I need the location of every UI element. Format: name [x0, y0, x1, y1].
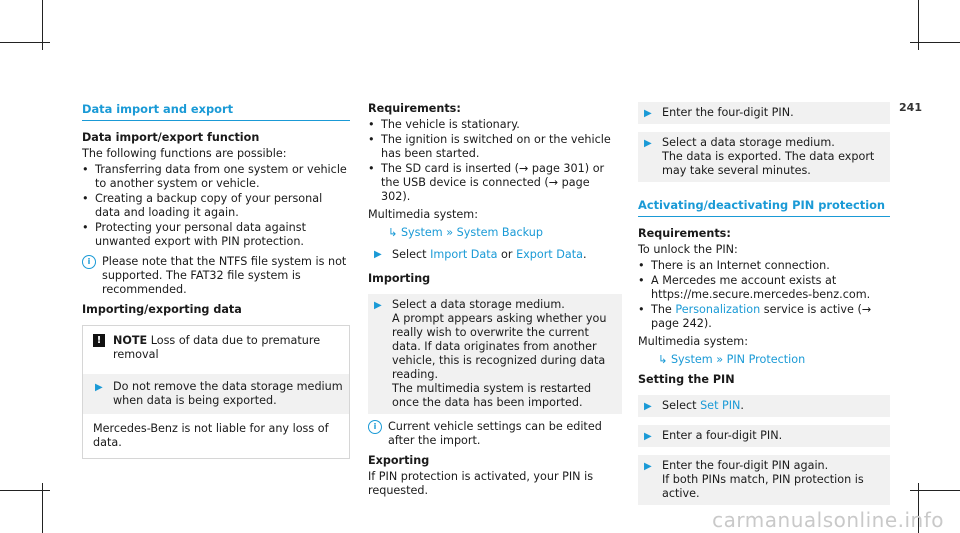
crop-mark: [0, 490, 50, 491]
note-text: Mercedes-Benz is not liable for any loss of data.: [93, 422, 329, 449]
note-step: [83, 374, 349, 414]
step-text: Enter a four-digit PIN.: [662, 429, 783, 442]
step-arrow-icon: ▶: [644, 138, 652, 149]
warning-notebox: [82, 325, 350, 459]
double-chevron-icon: »: [446, 226, 454, 239]
info-note: [368, 420, 622, 448]
list-item: • The SD card is inserted (→ page 301) or the USB device is connected (→ page 302).: [368, 162, 622, 204]
list-item: • Creating a backup copy of your personal data and loading it again.: [82, 192, 350, 220]
enter-pin-step: [638, 425, 890, 447]
text: Select: [662, 399, 697, 412]
note-label: NOTE: [113, 334, 148, 347]
enter-pin-step: [638, 102, 890, 124]
info-icon: i: [368, 420, 382, 434]
nav-path: [368, 226, 622, 240]
return-arrow-icon: ↳: [388, 226, 398, 239]
requirements-heading: Requirements:: [638, 227, 731, 240]
nav-system: System: [670, 353, 713, 366]
set-pin-link: Set PIN: [700, 399, 741, 412]
step-arrow-icon: ▶: [644, 431, 652, 442]
page-number: 241: [899, 101, 922, 114]
section-title: Data import and export: [82, 102, 350, 121]
exporting-heading: Exporting: [368, 454, 430, 467]
import-data-link: Import Data: [430, 248, 498, 261]
multimedia-label: Multimedia system:: [368, 208, 478, 221]
import-step-detail-2: The multimedia system is restarted once the data has been imported.: [392, 382, 592, 409]
text: service is active (→ page 242).: [651, 303, 872, 330]
crop-mark: [0, 42, 50, 43]
watermark: carmanualsonline.info: [712, 508, 944, 532]
select-prefix: Select: [392, 248, 427, 261]
step-arrow-icon: ▶: [374, 249, 382, 260]
exporting-text: If PIN protection is activated, your PIN is requested.: [368, 470, 594, 497]
step-text: Select a data storage medium.: [662, 136, 835, 149]
section-title: Activating/deactivating PIN protection: [638, 198, 890, 217]
nav-system: System: [400, 226, 443, 239]
return-arrow-icon: ↳: [658, 353, 668, 366]
crop-mark: [910, 42, 960, 43]
multimedia-label: Multimedia system:: [638, 335, 748, 348]
step-text: Enter the four-digit PIN.: [662, 106, 794, 119]
note-step-text: Do not remove the data storage medium when data is being exported.: [113, 380, 343, 407]
confirm-pin-step: [638, 455, 890, 505]
requirements-list: [368, 118, 622, 204]
text: The: [651, 303, 672, 316]
step-arrow-icon: ▶: [95, 382, 103, 393]
warning-icon: !: [93, 334, 105, 347]
nav-pin-protection: PIN Protection: [726, 353, 806, 366]
or-text: or: [501, 248, 513, 261]
list-item: • Protecting your personal data against unwanted export with PIN protection.: [82, 221, 350, 249]
list-item: • There is an Internet connection.: [638, 259, 890, 273]
set-pin-step: ▶ Select Set PIN.: [638, 395, 890, 417]
note-title: Loss of data due to premature removal: [113, 334, 321, 361]
nav-system-backup: System Backup: [456, 226, 543, 239]
step-arrow-icon: ▶: [644, 461, 652, 472]
double-chevron-icon: »: [716, 353, 724, 366]
select-medium-step: [638, 132, 890, 182]
step-text: Enter the four-digit PIN again.: [662, 459, 829, 472]
list-item: • The vehicle is stationary.: [368, 118, 622, 132]
function-list: [82, 163, 350, 249]
list-item: • Transferring data from one system or vehicle to another system or vehicle.: [82, 163, 350, 191]
import-step: [368, 294, 622, 414]
select-step: ▶ Select Import Data or Export Data.: [374, 248, 587, 261]
info-text: Current vehicle settings can be edited after the import.: [388, 420, 602, 447]
step-arrow-icon: ▶: [644, 108, 652, 119]
crop-mark: [910, 490, 960, 491]
step-detail: If both PINs match, PIN protection is active.: [662, 473, 864, 500]
info-icon: i: [82, 255, 96, 269]
info-note: [82, 255, 350, 297]
list-item: [638, 303, 890, 331]
importing-heading: Importing: [368, 272, 431, 285]
column-middle: [368, 102, 622, 500]
requirements-heading: Requirements:: [368, 102, 461, 115]
step-detail: The data is exported. The data export may take several minutes.: [662, 150, 875, 177]
setting-heading: Setting the PIN: [638, 373, 735, 386]
unlock-intro: To unlock the PIN:: [638, 243, 738, 256]
import-step-detail: A prompt appears asking whether you really wish to overwrite the current data. If data originates from another vehicle, this is recognized during data reading.: [392, 312, 607, 381]
step-arrow-icon: ▶: [374, 300, 382, 311]
nav-path: [638, 353, 890, 367]
list-item: • A Mercedes me account exists at https://me.secure.mercedes-benz.com.: [638, 274, 890, 302]
personalization-link: Personalization: [675, 303, 761, 316]
export-data-link: Export Data: [516, 248, 583, 261]
requirements-list: [638, 259, 890, 331]
column-left: [82, 102, 350, 459]
column-right: [638, 102, 890, 511]
heading: Data import/export function: [82, 131, 260, 144]
intro-text: The following functions are possible:: [82, 147, 287, 160]
notebox-header: [83, 326, 349, 368]
list-item: • The ignition is switched on or the vehicle has been started.: [368, 133, 622, 161]
import-step-text: Select a data storage medium.: [392, 298, 565, 311]
subheading: Importing/exporting data: [82, 303, 242, 316]
info-text: Please note that the NTFS file system is not supported. The FAT32 file system is recommended.: [102, 255, 347, 296]
step-arrow-icon: ▶: [644, 401, 652, 412]
